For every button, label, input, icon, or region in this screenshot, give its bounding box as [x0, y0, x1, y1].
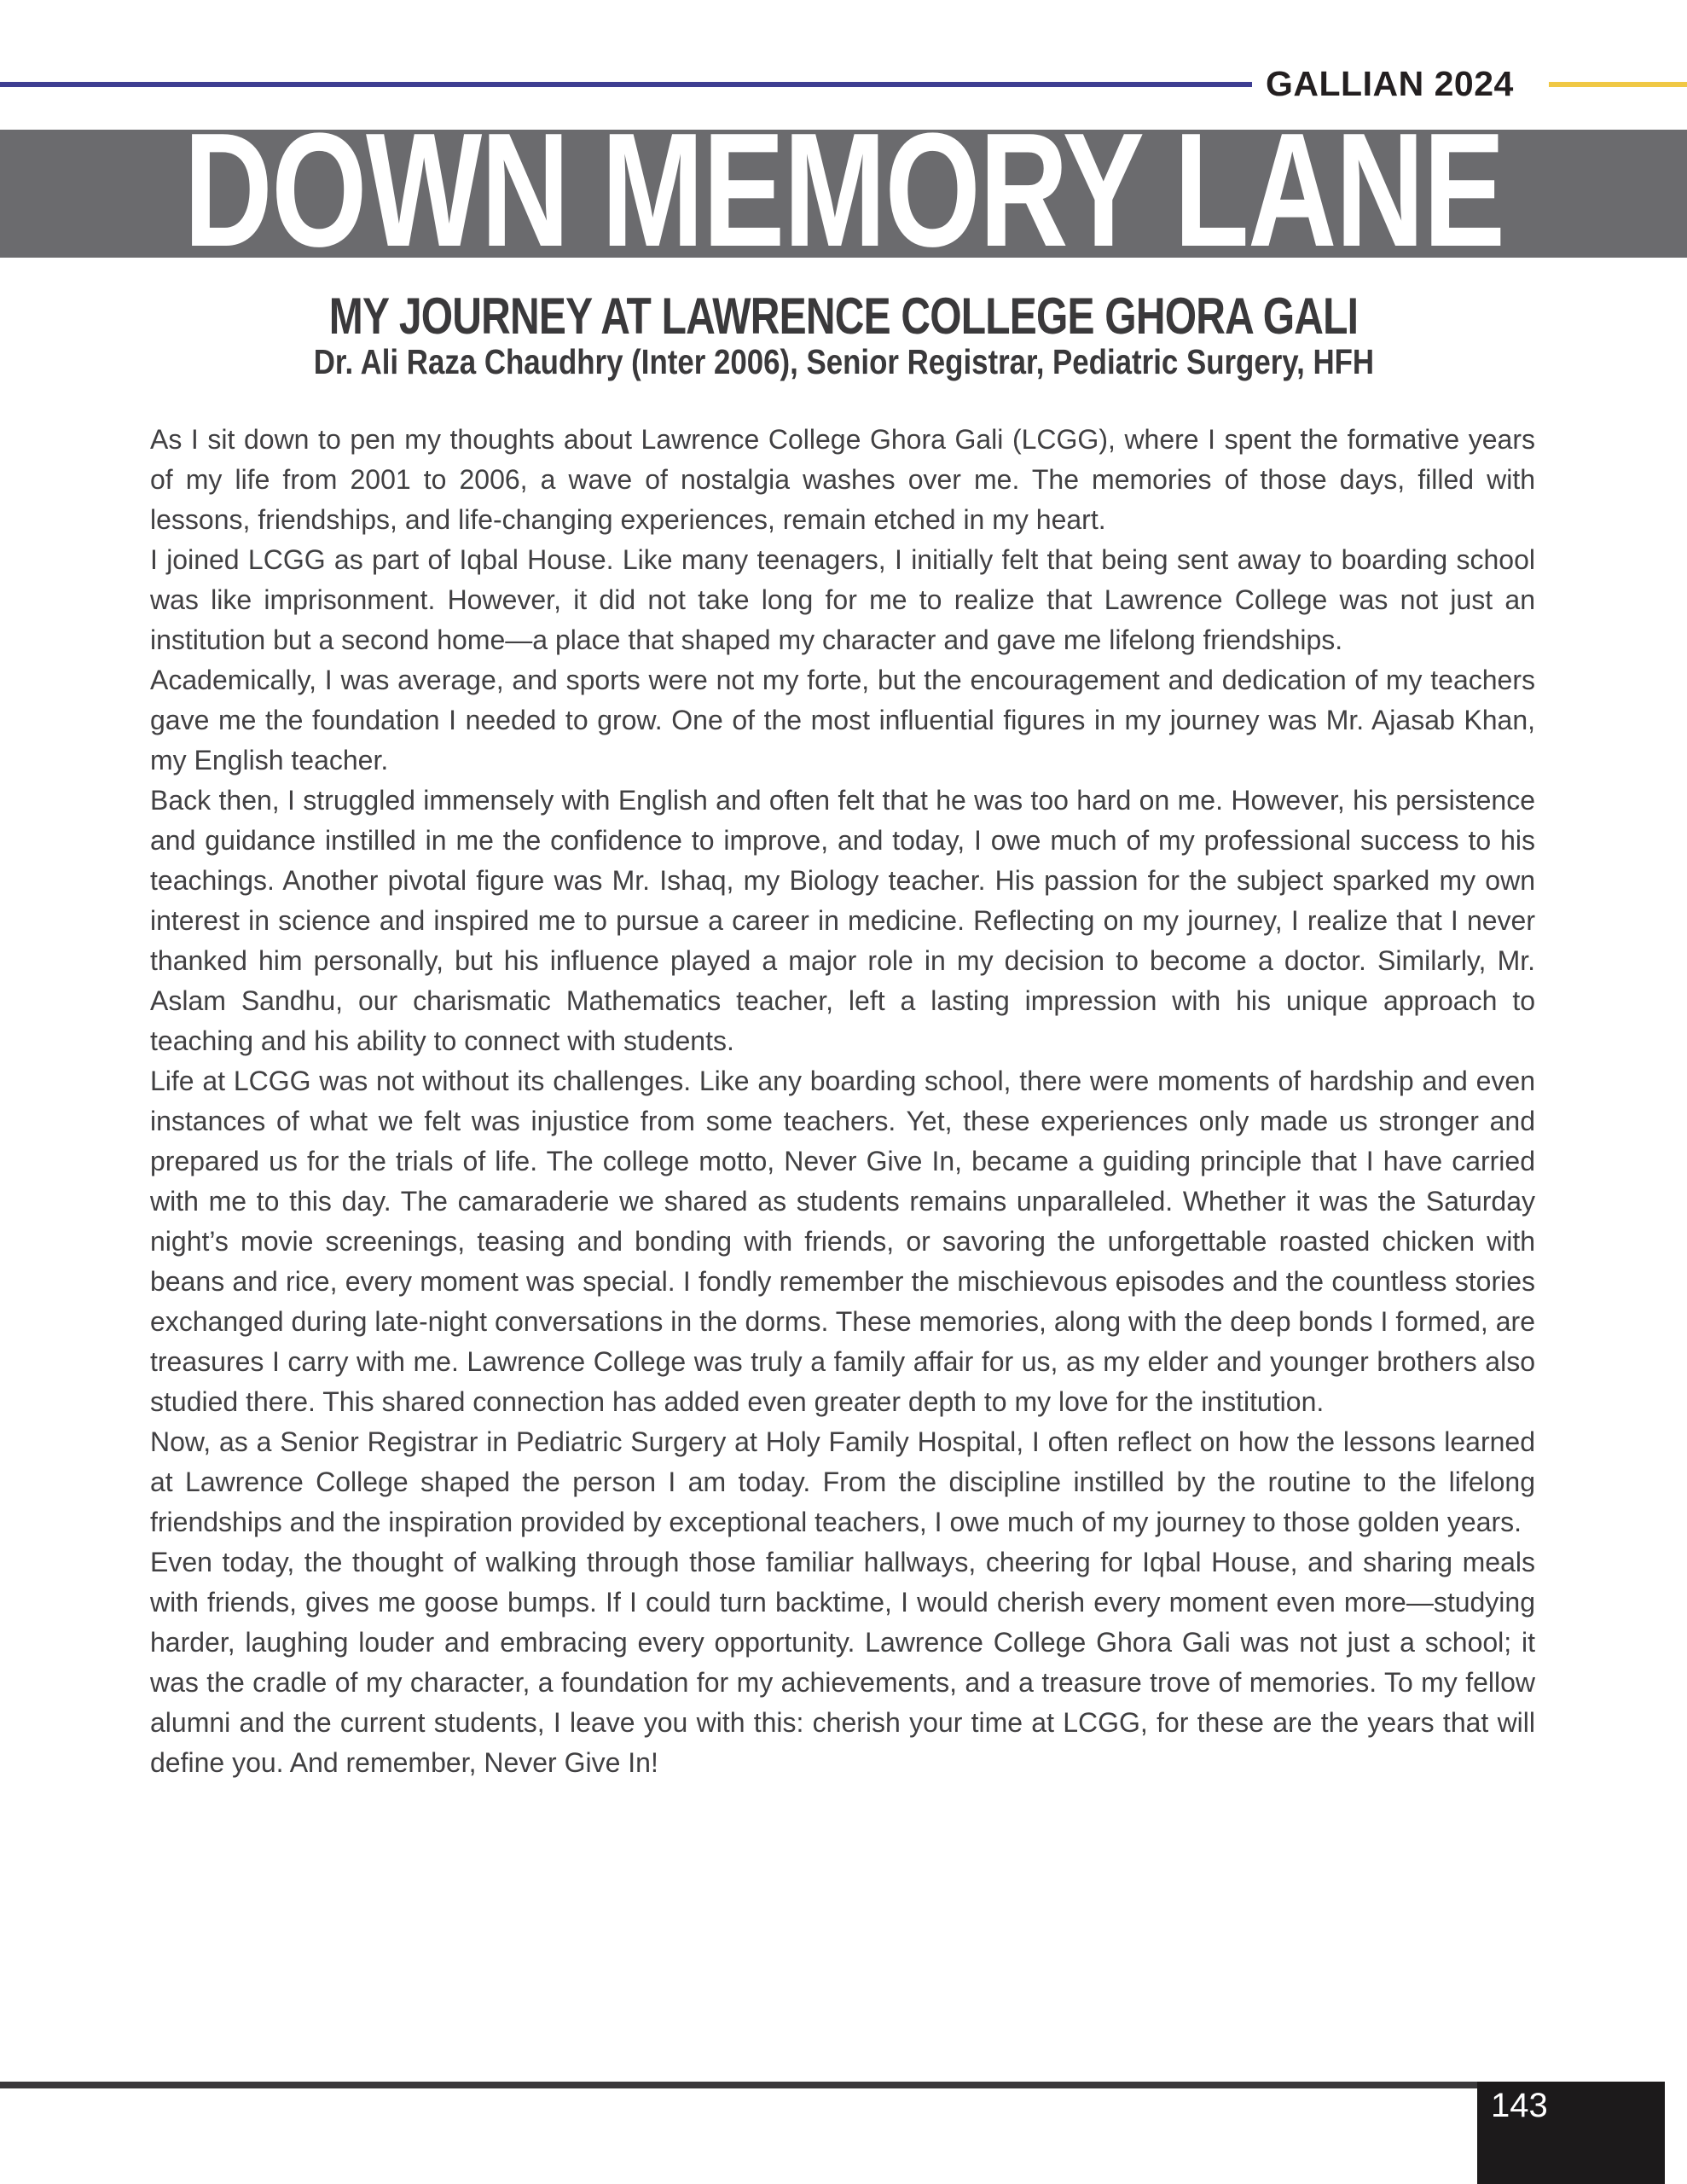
article-byline [0, 342, 1687, 381]
article-body [150, 420, 1535, 1783]
section-banner-title: DOWN MEMORY LANE [183, 100, 1504, 281]
page-number: 143 [1491, 2087, 1548, 2124]
header-rule-blue [0, 82, 1252, 87]
paragraph: Academically, I was average, and sports were not my forte, but the encouragement and dedication of my teachers gave me the foundation I needed to grow. One of the most influential figures in my journey was Mr. Ajasab Khan, my English teacher. [150, 665, 1535, 775]
edition-title: GALLIAN 2024 [1266, 64, 1514, 103]
paragraph: Even today, the thought of walking through those familiar hallways, cheering for Iqbal House, and sharing meals with friends, gives me goose bumps. If I could turn backtime, I would cherish every moment even more—studying harder, laughing louder and embracing every opportunity. Lawrence College Ghora Gali was not just a school; it was the cradle of my character, a foundation for my achievements, and a treasure trove of memories. To my fellow alumni and the current students, I leave you with this: cherish your time at LCGG, for these are the years that will define you. And remember, Never Give In! [150, 1547, 1535, 1778]
paragraph: Now, as a Senior Registrar in Pediatric Surgery at Holy Family Hospital, I often reflect on how the lessons learned at Lawrence College shaped the person I am today. From the discipline instilled by the routine to the lifelong friendships and the inspiration provided by exceptional teachers, I owe much of my journey to those golden years. [150, 1426, 1535, 1537]
paragraph: Back then, I struggled immensely with English and often felt that he was too hard on me. However, his persistence and guidance instilled in me the confidence to improve, and today, I owe much of my professional success to his teachings. Another pivotal figure was Mr. Ishaq, my Biology teacher. His passion for the subject sparked my own interest in science and inspired me to pursue a career in medicine. Reflecting on my journey, I realize that I never thanked him personally, but his influence played a major role in my decision to become a doctor. Similarly, Mr. Aslam Sandhu, our charismatic Mathematics teacher, left a lasting impression with his unique approach to teaching and his ability to connect with students. [150, 785, 1535, 1056]
paragraph: As I sit down to pen my thoughts about Lawrence College Ghora Gali (LCGG), where I spent the formative years of my life from 2001 to 2006, a wave of nostalgia washes over me. The memories of those days, filled with lessons, friendships, and life-changing experiences, remain etched in my heart. [150, 424, 1535, 535]
paragraph: Life at LCGG was not without its challenges. Like any boarding school, there were moments of hardship and even instances of what we felt was injustice from some teachers. Yet, these experiences only made us stronger and prepared us for the trials of life. The college motto, Never Give In, became a guiding principle that I have carried with me to this day. The camaraderie we shared as students remains unparalleled. Whether it was the Saturday night’s movie screenings, teasing and bonding with friends, or savoring the unforgettable roasted chicken with beans and rice, every moment was special. I fondly remember the mischievous episodes and the countless stories exchanged during late-night conversations in the dorms. These memories, along with the deep bonds I formed, are treasures I carry with me. Lawrence College was truly a family affair for us, as my elder and younger brothers also studied there. This shared connection has added even greater depth to my love for the institution. [150, 1066, 1535, 1417]
page-number-box [1477, 2082, 1665, 2184]
footer-rule [0, 2082, 1665, 2088]
article-title [0, 288, 1687, 345]
article-title-text: MY JOURNEY AT LAWRENCE COLLEGE GHORA GALI [328, 288, 1359, 345]
section-banner [0, 100, 1687, 281]
paragraph: I joined LCGG as part of Iqbal House. Like many teenagers, I initially felt that being sent away to boarding school was like imprisonment. However, it did not take long for me to realize that Lawrence College was not just an institution but a second home—a place that shaped my character and gave me lifelong friendships. [150, 544, 1535, 655]
header-rule-yellow [1549, 82, 1687, 87]
article-byline-text: Dr. Ali Raza Chaudhry (Inter 2006), Senior Registrar, Pediatric Surgery, HFH [313, 342, 1374, 381]
